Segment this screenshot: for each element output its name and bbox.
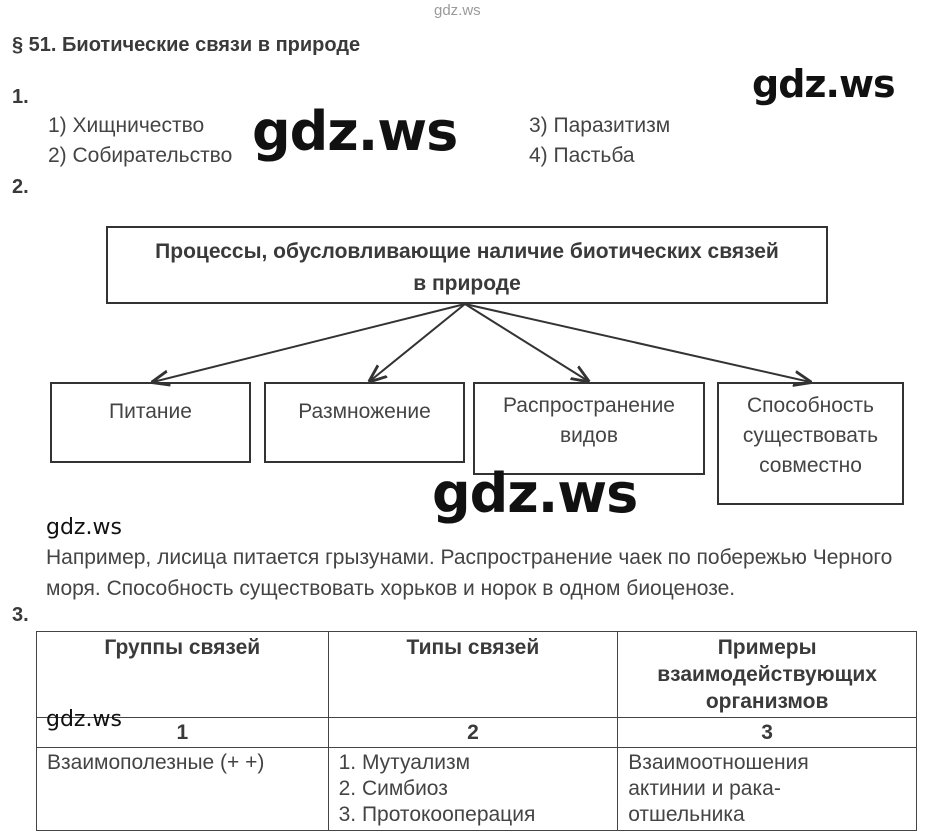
diagram-root-line-2: в природе bbox=[413, 272, 521, 295]
header-examples: Примеры взаимодействующих организмов bbox=[618, 632, 917, 718]
table-number-row bbox=[37, 718, 917, 748]
watermark-small-table: gdz.ws bbox=[46, 707, 122, 732]
relations-table bbox=[36, 631, 917, 831]
cell-examples: Взаимоотношения актинии и рака- отшельника bbox=[618, 748, 917, 831]
question-1-number: 1. bbox=[12, 86, 29, 108]
watermark-large-q1: gdz.ws bbox=[252, 100, 458, 163]
example-text: Например, лисица питается грызунами. Распространение чаек по побережью Черного моря. Способность существовать хорьков и норок в одном биоценозе. bbox=[46, 546, 893, 600]
watermark-large-diagram: gdz.ws bbox=[432, 462, 638, 525]
cell-types: 1. Мутуализм 2. Симбиоз 3. Протокооперация bbox=[328, 748, 618, 831]
answer-2: 2) Собирательство bbox=[48, 144, 233, 167]
answer-1: 1) Хищничество bbox=[48, 114, 205, 137]
answer-4: 4) Пастьба bbox=[529, 144, 635, 167]
diagram-child-dispersal: Распространение видов bbox=[473, 382, 705, 475]
col-number-2: 2 bbox=[328, 718, 618, 748]
question-3-number: 3. bbox=[12, 604, 29, 626]
diagram-child-coexistence: Способность существовать совместно bbox=[717, 382, 904, 505]
table-header-row bbox=[37, 632, 917, 718]
section-heading: § 51. Биотические связи в природе bbox=[12, 34, 361, 56]
watermark-large-right: gdz.ws bbox=[752, 62, 895, 106]
watermark-top: gdz.ws bbox=[434, 2, 481, 19]
diagram-child-nutrition: Питание bbox=[50, 382, 251, 463]
header-types: Типы связей bbox=[328, 632, 618, 718]
col-number-1: 1 bbox=[37, 718, 329, 748]
question-2-number: 2. bbox=[12, 176, 29, 198]
diagram-child-reproduction: Размножение bbox=[264, 382, 465, 463]
answer-3: 3) Паразитизм bbox=[529, 114, 671, 137]
diagram-root-line-1: Процессы, обусловливающие наличие биотических связей bbox=[155, 240, 779, 263]
col-number-3: 3 bbox=[618, 718, 917, 748]
table-row bbox=[37, 748, 917, 831]
arrow-to-dispersal bbox=[465, 304, 588, 381]
header-groups: Группы связей bbox=[37, 632, 329, 718]
watermark-small-example: gdz.ws bbox=[46, 515, 122, 540]
cell-group: Взаимополезные (+ +) bbox=[37, 748, 329, 831]
arrow-to-coexistence bbox=[465, 304, 810, 382]
